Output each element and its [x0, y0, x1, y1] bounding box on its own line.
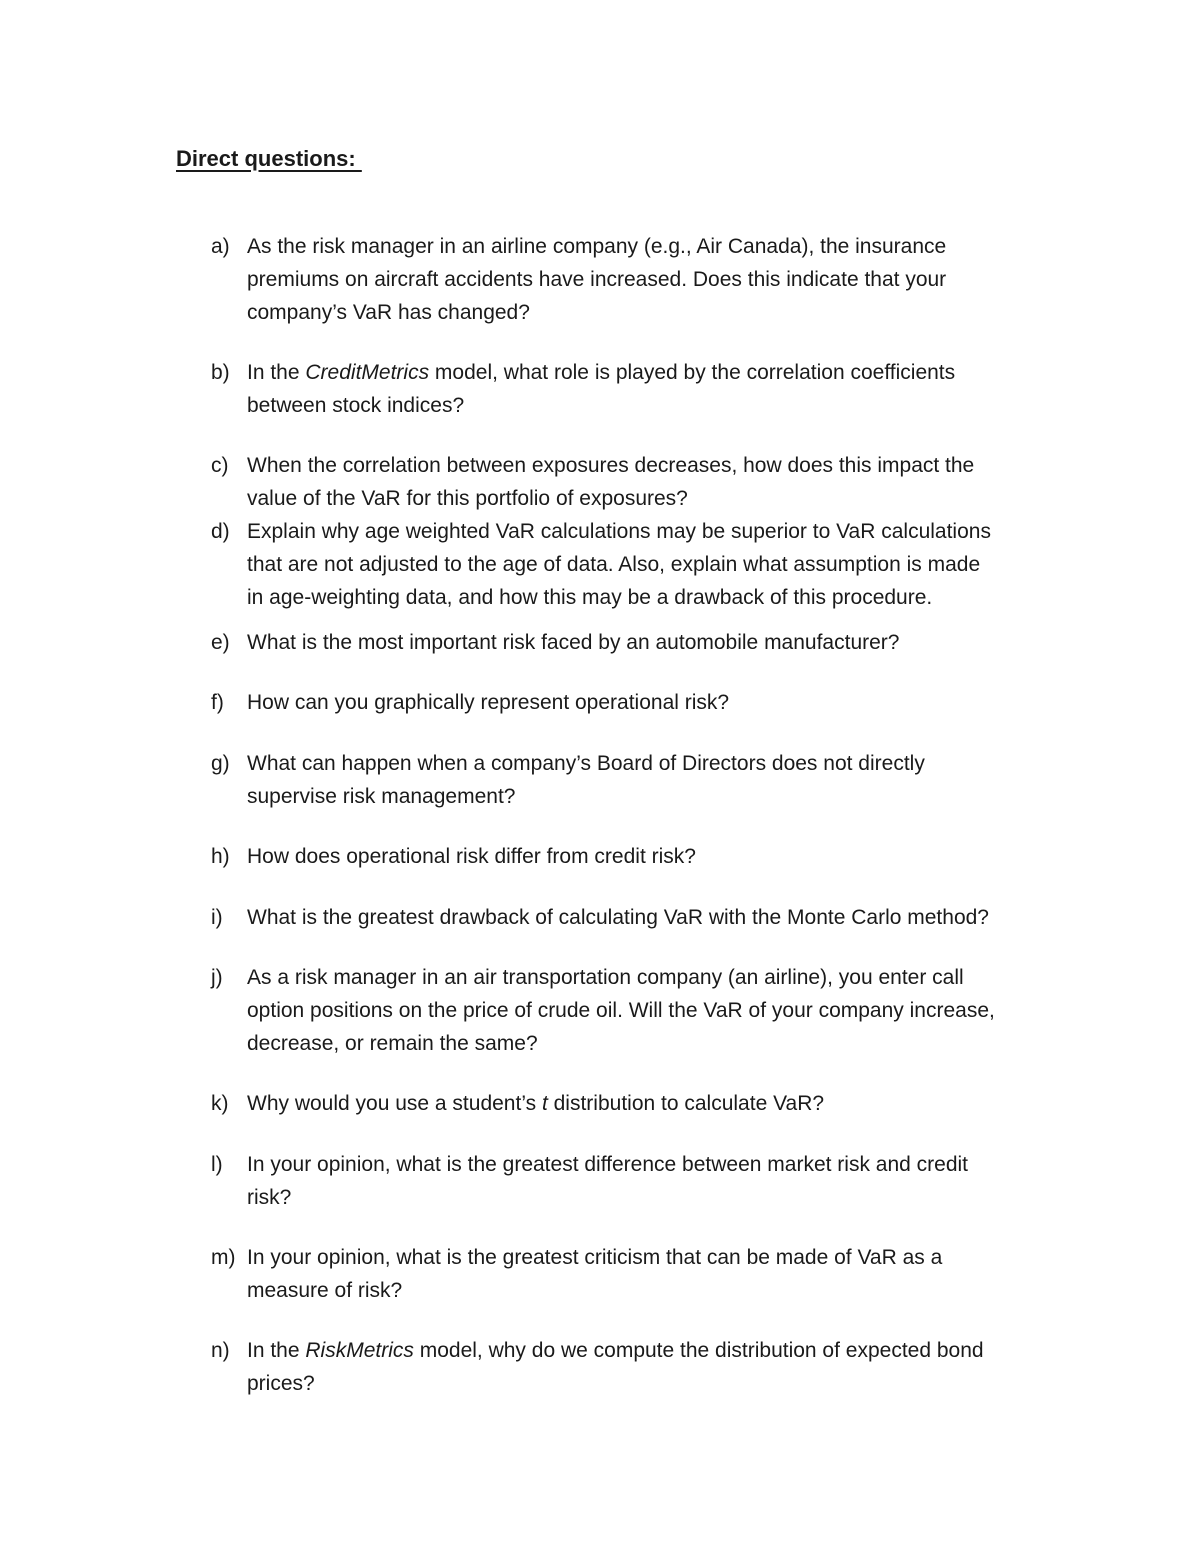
question-line: supervise risk management? [247, 785, 516, 808]
question-text [247, 449, 1037, 515]
question-text [247, 515, 1037, 614]
question-line [247, 1087, 1037, 1120]
question-line: in age-weighting data, and how this may be a drawback of this procedure. [247, 586, 933, 609]
question-line [247, 356, 1037, 389]
question-line: What is the greatest drawback of calculating VaR with the Monte Carlo method? [247, 906, 989, 929]
question-line: company’s VaR has changed? [247, 301, 530, 324]
question-text [247, 747, 1037, 813]
question-text [247, 840, 1037, 873]
question-letter: i) [211, 906, 223, 929]
question-letter: n) [211, 1339, 230, 1362]
question-letter: e) [211, 631, 230, 654]
question-line: How can you graphically represent operational risk? [247, 691, 730, 714]
variable-t: t [541, 1092, 548, 1115]
question-text [247, 626, 1037, 659]
question-line: prices? [247, 1372, 315, 1395]
question-letter: f) [211, 691, 224, 714]
question-line-start: Why would you use a student’s [247, 1092, 542, 1115]
question-text [247, 961, 1037, 1060]
question-line-start: In the [247, 361, 306, 384]
question-line: In your opinion, what is the greatest difference between market risk and credit [247, 1153, 969, 1176]
question-text [247, 230, 1037, 329]
question-text [247, 686, 1037, 719]
question-letter: k) [211, 1092, 229, 1115]
question-line: decrease, or remain the same? [247, 1032, 538, 1055]
question-line: premiums on aircraft accidents have increased. Does this indicate that your [247, 268, 947, 291]
question-line: What can happen when a company’s Board of Directors does not directly [247, 752, 925, 775]
question-line: value of the VaR for this portfolio of exposures? [247, 487, 688, 510]
question-line-start: In the [247, 1339, 306, 1362]
question-line: risk? [247, 1186, 292, 1209]
question-text [247, 1087, 1037, 1120]
question-line: What is the most important risk faced by an automobile manufacturer? [247, 631, 900, 654]
question-letter: h) [211, 845, 230, 868]
question-letter: j) [211, 966, 223, 989]
question-text [247, 1334, 1037, 1400]
question-line: option positions on the price of crude oil. Will the VaR of your company increase, [247, 999, 995, 1022]
question-line-end: model, what role is played by the correlation coefficients [429, 361, 956, 384]
question-text [247, 901, 1037, 934]
question-line: When the correlation between exposures decreases, how does this impact the [247, 454, 975, 477]
question-line-end: distribution to calculate VaR? [547, 1092, 825, 1115]
question-line: As a risk manager in an air transportation company (an airline), you enter call [247, 966, 964, 989]
question-text [247, 1241, 1037, 1307]
question-line [247, 1334, 1037, 1367]
question-line: How does operational risk differ from credit risk? [247, 845, 696, 868]
question-line: measure of risk? [247, 1279, 403, 1302]
question-line: As the risk manager in an airline company (e.g., Air Canada), the insurance [247, 235, 947, 258]
question-letter: b) [211, 361, 230, 384]
page-heading: Direct questions: [176, 146, 362, 171]
question-letter: g) [211, 752, 230, 775]
question-line: In your opinion, what is the greatest criticism that can be made of VaR as a [247, 1246, 943, 1269]
question-line: between stock indices? [247, 394, 465, 417]
question-letter: a) [211, 235, 230, 258]
question-text [247, 356, 1037, 422]
model-name-riskmetrics: RiskMetrics [305, 1339, 414, 1362]
question-line: that are not adjusted to the age of data. Also, explain what assumption is made [247, 553, 981, 576]
model-name-creditmetrics: CreditMetrics [305, 361, 430, 384]
question-letter: m) [211, 1246, 236, 1269]
question-letter: c) [211, 454, 229, 477]
question-line: Explain why age weighted VaR calculations may be superior to VaR calculations [247, 520, 991, 543]
question-letter: l) [211, 1153, 223, 1176]
question-letter: d) [211, 520, 230, 543]
question-text [247, 1148, 1037, 1214]
question-line-end: model, why do we compute the distribution of expected bond [413, 1339, 984, 1362]
